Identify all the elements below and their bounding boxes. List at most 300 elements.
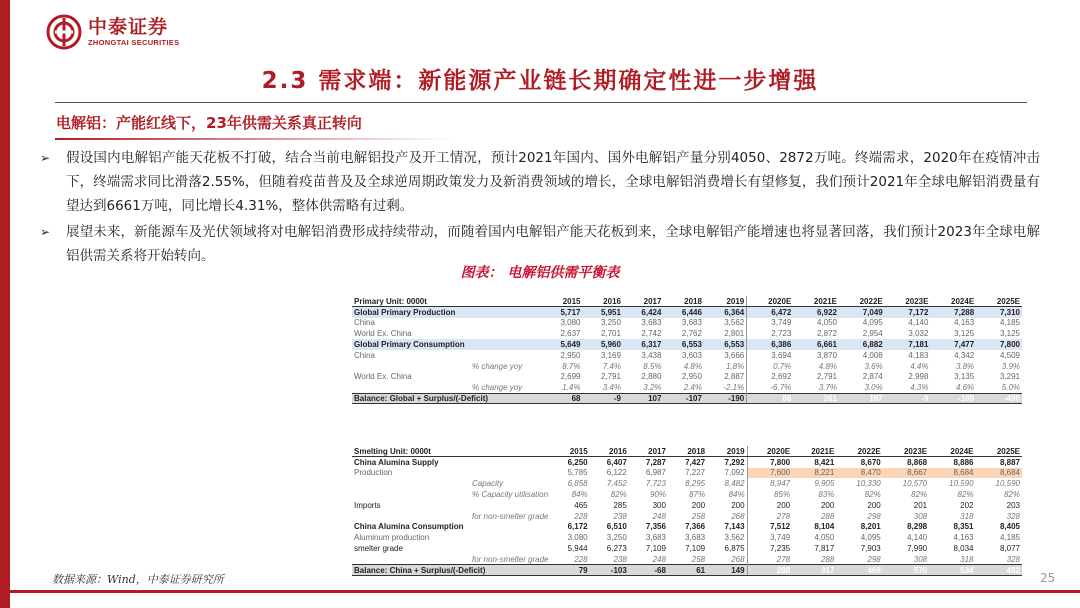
table-cell: 2,880 — [641, 372, 662, 382]
table-cell: 7,310 — [976, 307, 1022, 318]
table-row — [352, 478, 1022, 489]
table-cell: 3,683 — [685, 533, 706, 543]
primary-balance-table — [352, 296, 1022, 404]
table-cell: -190 — [704, 393, 747, 404]
table-cell: 238 — [613, 511, 627, 521]
table-cell: 3,135 — [954, 372, 975, 382]
table-cell: 2,950 — [560, 350, 581, 360]
table-cell: 7,817 — [814, 544, 835, 554]
table-cell: 8,947 — [747, 478, 792, 489]
row-label: World Ex. China — [354, 329, 412, 339]
table-cell: 7,109 — [685, 544, 706, 554]
table-cell: 82% — [864, 490, 881, 500]
table-cell: 84% — [571, 490, 588, 500]
table-cell: 469 — [836, 565, 882, 576]
table-cell: 10,590 — [995, 479, 1020, 489]
table-cell: 3,250 — [606, 533, 627, 543]
table-header-row — [352, 446, 1022, 457]
table-cell: 7.4% — [602, 361, 621, 371]
footer-rule — [0, 590, 1080, 593]
row-label: % Capacity utilisation — [472, 490, 549, 500]
table-cell: 4,163 — [953, 533, 974, 543]
bullet-text: 展望未来，新能源车及光伏领域将对电解铝消费形成持续带动，而随着国内电解铝产能天花板到来，全球电解铝产能增速也将显著回落，我们预计2023年全球电解铝供需关系将开始转向。 — [66, 224, 1040, 264]
table-cell: 7,356 — [645, 522, 666, 532]
table-cell: 3,125 — [954, 329, 975, 339]
table-row — [352, 565, 1022, 576]
row-label: Balance: Global + Surplus/(-Deficit) — [352, 393, 542, 404]
table-cell: 7,092 — [724, 468, 745, 478]
table-cell: 8.5% — [643, 361, 662, 371]
table-cell: 3.8% — [955, 361, 975, 371]
table-cell: 90% — [649, 490, 666, 500]
table-row — [352, 328, 1022, 339]
table-cell: 4,008 — [862, 350, 883, 360]
table-cell: 8,077 — [999, 544, 1020, 554]
table-cell: 203 — [1006, 500, 1020, 510]
table-cell: 7,288 — [930, 307, 976, 318]
table-cell: 6,553 — [704, 339, 747, 350]
table-row — [352, 318, 1022, 329]
table-cell: 318 — [960, 554, 974, 564]
table-cell: 482 — [976, 565, 1022, 576]
table-cell: 2022E — [836, 446, 882, 457]
table-cell: 318 — [960, 511, 974, 521]
table-cell: 258 — [691, 554, 706, 564]
table-cell: 6,553 — [663, 339, 703, 350]
table-cell: 2,887 — [724, 372, 745, 382]
table-cell: 4,095 — [860, 533, 881, 543]
table-cell: 8,684 — [929, 468, 975, 479]
table-cell: 228 — [574, 511, 588, 521]
table-cell: 7,181 — [885, 339, 931, 350]
table-row — [352, 500, 1022, 511]
table-cell: 5.0% — [1001, 383, 1020, 393]
table-cell: 2022E — [839, 296, 885, 307]
table-cell: 7,366 — [685, 522, 706, 532]
table-cell: 83% — [818, 490, 835, 500]
table-cell: 8,201 — [860, 522, 881, 532]
table-cell: 3.0% — [864, 383, 883, 393]
table-row — [352, 543, 1022, 554]
section-subtitle: 电解铝：产能红线下，23年供需关系真正转向 — [56, 114, 362, 132]
table-cell: 4,185 — [999, 318, 1020, 328]
table-cell: 8,868 — [907, 457, 928, 467]
table-row — [352, 457, 1022, 468]
table-cell: 2020E — [747, 446, 792, 457]
table-cell: 228 — [574, 554, 588, 564]
bullet-arrow-icon: ➢ — [40, 151, 51, 165]
table-cell: 6,317 — [623, 339, 663, 350]
bullet-arrow-icon: ➢ — [40, 225, 51, 239]
table-row — [352, 393, 1022, 404]
table-cell: 3,683 — [681, 318, 702, 328]
table-cell: 8,684 — [976, 468, 1022, 479]
table-cell: 238 — [613, 554, 627, 564]
table-cell: 2,791 — [600, 372, 621, 382]
table-cell: 107 — [623, 393, 663, 404]
table-cell: 200 — [691, 500, 706, 510]
table-cell: 3,749 — [747, 318, 794, 329]
table-cell: 2023E — [885, 296, 931, 307]
row-label: Smelting Unit: 0000t — [352, 446, 550, 457]
table-cell: 3,438 — [641, 350, 662, 360]
table-cell: 4,509 — [999, 350, 1020, 360]
table-cell: 2021E — [793, 296, 839, 307]
row-label: Global Primary Production — [352, 307, 542, 318]
table-cell: 3,870 — [816, 350, 838, 360]
table-cell: 6,922 — [793, 307, 839, 318]
table-cell: 2,998 — [908, 372, 929, 382]
table-cell: 8,670 — [860, 457, 881, 467]
table-cell: 7,477 — [930, 339, 976, 350]
table-cell: 2017 — [623, 296, 663, 307]
table-cell: 4,050 — [814, 533, 835, 543]
table-cell: 570 — [883, 565, 929, 576]
table-cell: 8,295 — [685, 479, 706, 489]
table-cell: 4.8% — [818, 361, 838, 371]
table-cell: 3,250 — [600, 318, 621, 328]
table-row — [352, 511, 1022, 522]
table-cell: 7,903 — [860, 544, 881, 554]
row-label: Aluminum production — [354, 533, 430, 543]
table-cell: 2,723 — [747, 328, 794, 339]
table-cell: 5,785 — [567, 468, 588, 478]
table-cell: 7,292 — [724, 457, 745, 467]
page-number: 25 — [1040, 571, 1056, 585]
table-cell: 6,882 — [839, 339, 885, 350]
table-cell: 6,661 — [793, 339, 839, 350]
table-cell: -68 — [629, 565, 668, 576]
row-label: % change yoy — [472, 361, 523, 371]
table-cell: 2020E — [747, 296, 794, 307]
table-cell: 202 — [960, 500, 974, 510]
table-cell: 4,183 — [908, 350, 929, 360]
table-cell: -103 — [590, 565, 629, 576]
table-cell: 7,235 — [747, 543, 792, 554]
table-cell: 3,683 — [645, 533, 666, 543]
row-label: smelter grade — [354, 544, 403, 554]
table-cell: 6,386 — [747, 339, 794, 350]
table-cell: 8,886 — [953, 457, 974, 467]
row-label: Balance: China + Surplus/(-Deficit) — [352, 565, 550, 576]
table-cell: 278 — [747, 554, 792, 565]
table-cell: 200 — [747, 500, 792, 511]
row-label: World Ex. China — [354, 372, 412, 382]
table-cell: 6,122 — [606, 468, 627, 478]
table-cell: 7,172 — [885, 307, 931, 318]
table-row — [352, 522, 1022, 533]
table-cell: 8,667 — [883, 468, 929, 479]
zhongtai-logo-icon — [46, 14, 82, 50]
table-row — [352, 554, 1022, 565]
table-cell: 3,169 — [600, 350, 621, 360]
table-cell: 288 — [820, 554, 835, 564]
table-cell: 7,287 — [645, 457, 666, 467]
table-cell: 248 — [652, 511, 666, 521]
table-cell: 149 — [707, 565, 747, 576]
table-cell: -9 — [885, 393, 931, 404]
table-cell: 4,140 — [908, 318, 929, 328]
table-row — [352, 489, 1022, 500]
table-cell: 3.2% — [643, 383, 662, 393]
table-cell: 7,800 — [976, 339, 1022, 350]
table-cell: -2.1% — [723, 383, 745, 393]
table-cell: 3,562 — [724, 533, 745, 543]
table-cell: 6,250 — [567, 457, 588, 467]
table-cell: 288 — [747, 565, 792, 576]
row-label: China — [354, 350, 375, 360]
table-cell: 0.7% — [747, 361, 794, 372]
table-cell: 86 — [747, 393, 794, 404]
table-cell: 8.7% — [562, 361, 581, 371]
table-cell: 4,185 — [999, 533, 1020, 543]
table-cell: 6,446 — [663, 307, 703, 318]
table-cell: 5,951 — [582, 307, 622, 318]
table-cell: 2,742 — [641, 329, 662, 339]
table-cell: 285 — [613, 500, 627, 510]
table-cell: 2023E — [883, 446, 929, 457]
table-cell: 7,227 — [685, 468, 706, 478]
logo-name-cn: 中泰证券 — [88, 16, 169, 38]
table-cell: 8,405 — [999, 522, 1020, 532]
table-cell: 5,649 — [542, 339, 582, 350]
table-cell: 7,723 — [645, 479, 666, 489]
table-cell: 2021E — [792, 446, 836, 457]
table-cell: 2.4% — [683, 383, 702, 393]
table-cell: 201 — [913, 500, 928, 510]
company-logo — [46, 14, 179, 50]
table-cell: 2015 — [542, 296, 582, 307]
table-row — [352, 307, 1022, 318]
table-cell: 3,291 — [999, 372, 1020, 382]
table-cell: 8,221 — [792, 468, 836, 479]
table-cell: 2,874 — [862, 372, 883, 382]
table-cell: 7,800 — [747, 457, 792, 468]
logo-name-en: ZHONGTAI SECURITIES — [88, 38, 180, 47]
subtitle-underline — [55, 138, 455, 140]
table-cell: 8,034 — [953, 544, 974, 554]
table-cell: 8,104 — [814, 522, 835, 532]
table-cell: 3.9% — [1001, 361, 1020, 371]
table-cell: 6,858 — [567, 479, 588, 489]
table-header-row — [352, 296, 1022, 307]
table-cell: 2,692 — [747, 372, 794, 383]
table-cell: 167 — [839, 393, 885, 404]
table-cell: 2015 — [550, 446, 589, 457]
table-cell: 2018 — [663, 296, 703, 307]
figure-title: 图表： 电解铝供需平衡表 — [460, 265, 620, 281]
table-cell: 79 — [550, 565, 589, 576]
table-cell: 3.6% — [864, 361, 883, 371]
table-cell: 6,273 — [606, 544, 627, 554]
table-cell: 4,342 — [954, 350, 975, 360]
table-cell: 2018 — [668, 446, 707, 457]
table-cell: 3.4% — [602, 383, 621, 393]
table-cell: 6,987 — [645, 468, 666, 478]
table-cell: 298 — [867, 554, 881, 564]
table-cell: 328 — [1006, 511, 1020, 521]
table-cell: 268 — [731, 554, 745, 564]
table-row — [352, 361, 1022, 372]
table-cell: 2,950 — [681, 372, 702, 382]
table-cell: 4,140 — [907, 533, 928, 543]
smelting-balance-table — [352, 446, 1022, 576]
table-cell: 7,109 — [645, 544, 666, 554]
table-cell: 5,944 — [567, 544, 588, 554]
table-row — [352, 532, 1022, 543]
table-cell: 278 — [747, 511, 792, 522]
table-cell: 7,143 — [724, 522, 745, 532]
table-cell: 328 — [1006, 554, 1020, 564]
table-cell: 7,049 — [839, 307, 885, 318]
row-label: China Alumina Supply — [354, 457, 439, 467]
table-cell: 3.7% — [818, 383, 838, 393]
table-cell: 248 — [652, 554, 666, 564]
table-cell: 2,637 — [560, 329, 581, 339]
bullet-point — [40, 220, 1040, 268]
table-cell: 3,080 — [567, 533, 588, 543]
table-cell: 85% — [747, 489, 792, 500]
table-cell: 3,683 — [641, 318, 662, 328]
table-cell: 258 — [691, 511, 706, 521]
table-cell: 3,032 — [908, 329, 929, 339]
table-cell: 268 — [731, 511, 745, 521]
table-cell: 2017 — [629, 446, 668, 457]
table-cell: 61 — [668, 565, 707, 576]
table-cell: 4,095 — [862, 318, 883, 328]
table-cell: 2024E — [930, 296, 976, 307]
bullet-text: 假设国内电解铝产能天花板不打破，结合当前电解铝投产及开工情况，预计2021年国内、国外电解铝产量分别4050、2872万吨。终端需求，2020年在疫情冲击下，终端需求同比滑落2.55%，但随着疫苗普及及全球逆周期政策发力及新消费领域的增长，全球电解铝消费增长有望修复，我们预计2021年全球电解铝消费量有望达到6661万吨，同比增长4.31%，整体供需略有过剩。 — [66, 150, 1040, 214]
table-cell: 3,666 — [724, 350, 745, 360]
table-cell: 6,875 — [724, 544, 745, 554]
table-cell: -107 — [663, 393, 703, 404]
table-cell: 6,472 — [747, 307, 794, 318]
table-cell: 3,749 — [747, 532, 792, 543]
table-cell: 2,699 — [560, 372, 581, 382]
table-cell: 2025E — [976, 446, 1022, 457]
table-cell: 6,172 — [567, 522, 588, 532]
table-cell: 82% — [1003, 490, 1020, 500]
table-cell: 2,954 — [862, 329, 883, 339]
table-cell: -490 — [976, 393, 1022, 404]
table-cell: 3,080 — [560, 318, 581, 328]
table-cell: 8,298 — [907, 522, 928, 532]
table-cell: 2,762 — [681, 329, 702, 339]
table-cell: 87% — [689, 490, 706, 500]
table-cell: 3,603 — [681, 350, 702, 360]
table-cell: 7,990 — [907, 544, 928, 554]
table-cell: 8,482 — [724, 479, 745, 489]
table-cell: 200 — [731, 500, 745, 510]
row-label: China — [354, 318, 375, 328]
table-cell: 7,600 — [747, 468, 792, 479]
table-row — [352, 382, 1022, 393]
row-label: for non-smelter grade — [472, 511, 549, 521]
table-cell: 4,163 — [954, 318, 975, 328]
table-cell: 5,960 — [582, 339, 622, 350]
row-label: Capacity — [472, 479, 504, 489]
row-label: Global Primary Consumption — [352, 339, 542, 350]
table-cell: 4.6% — [955, 383, 975, 393]
table-cell: 10,570 — [902, 479, 928, 489]
table-cell: 10,330 — [856, 479, 881, 489]
table-cell: 2,791 — [816, 372, 838, 382]
table-cell: 2016 — [582, 296, 622, 307]
table-cell: 2,801 — [724, 329, 745, 339]
table-cell: 2016 — [590, 446, 629, 457]
title-divider — [55, 102, 1027, 103]
table-cell: 4.8% — [683, 361, 702, 371]
table-cell: 308 — [913, 511, 928, 521]
table-cell: 8,887 — [999, 457, 1020, 467]
table-cell: 6,407 — [606, 457, 627, 467]
table-cell: 3,562 — [724, 318, 745, 328]
table-cell: 4.4% — [910, 361, 929, 371]
table-cell: 7,512 — [747, 522, 792, 533]
table-row — [352, 372, 1022, 383]
table-cell: 308 — [913, 554, 928, 564]
table-cell: 3,694 — [747, 350, 794, 361]
table-row — [352, 350, 1022, 361]
table-cell: 6,424 — [623, 307, 663, 318]
table-cell: 82% — [610, 490, 627, 500]
table-cell: 8,470 — [836, 468, 882, 479]
table-row — [352, 468, 1022, 479]
table-cell: -6.7% — [747, 382, 794, 393]
table-cell: 7,452 — [606, 479, 627, 489]
slide-title: 2.3 需求端：新能源产业链长期确定性进一步增强 — [261, 68, 819, 94]
row-label: Primary Unit: 0000t — [352, 296, 542, 307]
table-cell: 3,125 — [999, 329, 1020, 339]
table-cell: 2,701 — [600, 329, 621, 339]
table-cell: 82% — [911, 490, 928, 500]
table-cell: 1.8% — [726, 361, 745, 371]
table-cell: 200 — [867, 500, 881, 510]
table-cell: 300 — [652, 500, 666, 510]
table-cell: 1.4% — [562, 383, 581, 393]
table-cell: 6,510 — [606, 522, 627, 532]
table-cell: 2025E — [976, 296, 1022, 307]
table-cell: 2024E — [929, 446, 975, 457]
table-cell: 68 — [542, 393, 582, 404]
table-cell: -9 — [582, 393, 622, 404]
table-cell: 82% — [957, 490, 974, 500]
table-cell: 6,364 — [704, 307, 747, 318]
table-cell: 84% — [728, 490, 745, 500]
table-cell: -189 — [930, 393, 976, 404]
table-cell: 5,717 — [542, 307, 582, 318]
row-label: China Alumina Consumption — [354, 522, 464, 532]
row-label: Production — [354, 468, 393, 478]
row-label: for non-smelter grade — [472, 554, 549, 564]
table-cell: 200 — [820, 500, 835, 510]
row-label: Imports — [354, 500, 381, 510]
table-cell: 465 — [574, 500, 588, 510]
table-cell: 2,872 — [816, 329, 838, 339]
table-cell: 261 — [793, 393, 839, 404]
table-cell: 288 — [820, 511, 835, 521]
bullet-point — [40, 146, 1040, 218]
table-cell: 10,590 — [949, 479, 974, 489]
table-cell: 317 — [792, 565, 836, 576]
table-cell: 7,427 — [685, 457, 706, 467]
table-cell: 8,421 — [814, 457, 835, 467]
table-cell: 4,050 — [816, 318, 838, 328]
table-cell: 8,351 — [953, 522, 974, 532]
table-cell: 534 — [929, 565, 975, 576]
table-cell: 4.3% — [910, 383, 929, 393]
table-cell: 9,905 — [814, 479, 835, 489]
